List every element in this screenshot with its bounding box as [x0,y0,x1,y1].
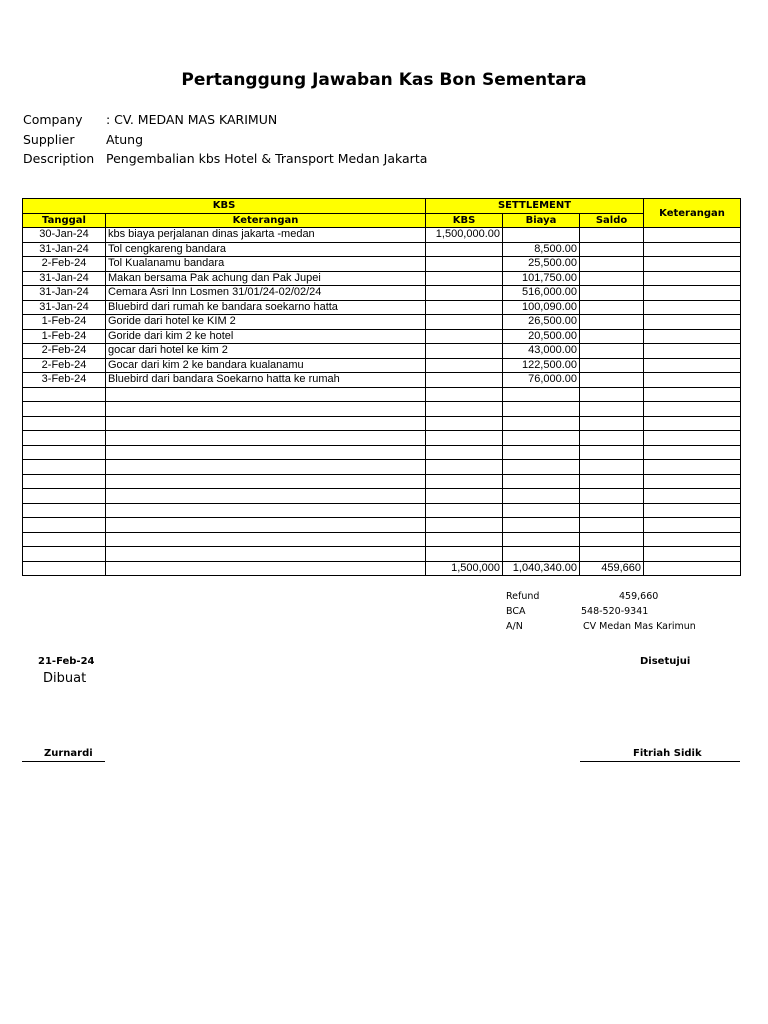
cell-saldo [580,271,644,286]
cell-biaya [503,445,580,460]
cell-kbs [426,257,503,272]
cell-biaya [503,416,580,431]
cell-ket [644,358,741,373]
approver-signature-line [580,761,740,762]
cell-saldo [580,402,644,417]
table-row [23,547,741,562]
table-row [23,300,741,315]
cell-saldo [580,547,644,562]
cell-kbs [426,315,503,330]
cell-biaya: 122,500.00 [503,358,580,373]
cell-saldo [580,489,644,504]
cell-keterangan [106,460,426,475]
table-row [23,242,741,257]
cell-tanggal [23,474,106,489]
cell-kbs [426,286,503,301]
maker-name: Zurnardi [44,748,93,759]
cell-tanggal: 31-Jan-24 [23,286,106,301]
cell-biaya: 100,090.00 [503,300,580,315]
made-by-label: Dibuat [43,671,87,686]
cell-keterangan [106,547,426,562]
cell-keterangan [106,503,426,518]
cell-kbs [426,329,503,344]
col-keterangan-right-header: Keterangan [644,199,741,228]
col-saldo-header: Saldo [580,213,644,228]
cell-ket [644,329,741,344]
refund-label: Refund [506,591,540,602]
kbs-table [22,198,741,576]
cell-saldo [580,358,644,373]
total-empty-cell [106,561,426,576]
document-title: Pertanggung Jawaban Kas Bon Sementara [181,70,587,90]
cell-saldo [580,344,644,359]
cell-keterangan [106,532,426,547]
table-row [23,344,741,359]
cell-tanggal [23,547,106,562]
cell-tanggal [23,387,106,402]
cell-tanggal [23,431,106,446]
cell-keterangan: Cemara Asri Inn Losmen 31/01/24-02/02/24 [106,286,426,301]
cell-kbs [426,431,503,446]
table-row [23,329,741,344]
table-body [23,228,741,562]
cell-kbs [426,503,503,518]
table-row [23,518,741,533]
cell-tanggal [23,445,106,460]
cell-keterangan [106,489,426,504]
cell-ket [644,489,741,504]
cell-tanggal [23,532,106,547]
table-row [23,503,741,518]
cell-tanggal: 1-Feb-24 [23,315,106,330]
cell-ket [644,460,741,475]
table-row [23,228,741,243]
cell-ket [644,474,741,489]
cell-ket [644,257,741,272]
cell-tanggal: 2-Feb-24 [23,257,106,272]
cell-ket [644,431,741,446]
total-row [23,561,741,576]
cell-ket [644,387,741,402]
cell-biaya [503,547,580,562]
cell-ket [644,402,741,417]
cell-saldo [580,431,644,446]
cell-kbs [426,474,503,489]
supplier-label: Supplier [23,131,75,147]
cell-tanggal [23,503,106,518]
cell-kbs [426,271,503,286]
cell-kbs: 1,500,000.00 [426,228,503,243]
refund-value: 459,660 [619,591,659,602]
cell-keterangan [106,445,426,460]
cell-biaya: 8,500.00 [503,242,580,257]
cell-keterangan [106,416,426,431]
description-value: Pengembalian kbs Hotel & Transport Medan Jakarta [106,151,428,166]
table-row [23,460,741,475]
cell-biaya [503,532,580,547]
bank-label: BCA [506,606,526,617]
bank-account: 548-520-9341 [581,606,649,617]
cell-keterangan: Tol cengkareng bandara [106,242,426,257]
cell-biaya [503,460,580,475]
group-kbs-header: KBS [23,199,426,214]
table-row [23,416,741,431]
table-row [23,489,741,504]
account-name-value: CV Medan Mas Karimun [583,621,696,632]
cell-keterangan: gocar dari hotel ke kim 2 [106,344,426,359]
total-empty-cell [23,561,106,576]
cell-tanggal: 1-Feb-24 [23,329,106,344]
cell-ket [644,503,741,518]
cell-keterangan: kbs biaya perjalanan dinas jakarta -medan [106,228,426,243]
table-row [23,358,741,373]
cell-kbs [426,373,503,388]
cell-tanggal [23,489,106,504]
cell-tanggal: 31-Jan-24 [23,242,106,257]
cell-saldo [580,373,644,388]
cell-biaya [503,402,580,417]
cell-biaya: 101,750.00 [503,271,580,286]
cell-tanggal [23,518,106,533]
cell-saldo [580,416,644,431]
col-biaya-header: Biaya [503,213,580,228]
cell-biaya: 25,500.00 [503,257,580,272]
table-row [23,315,741,330]
table-row [23,257,741,272]
total-biaya: 1,040,340.00 [503,561,580,576]
cell-ket [644,445,741,460]
cell-kbs [426,344,503,359]
total-saldo: 459,660 [580,561,644,576]
cell-kbs [426,489,503,504]
cell-ket [644,416,741,431]
cell-ket [644,286,741,301]
cell-saldo [580,228,644,243]
cell-biaya [503,387,580,402]
col-keterangan-header: Keterangan [106,213,426,228]
cell-saldo [580,242,644,257]
cell-saldo [580,329,644,344]
approver-name: Fitriah Sidik [633,748,702,759]
cell-biaya: 20,500.00 [503,329,580,344]
cell-ket [644,518,741,533]
table-row [23,402,741,417]
cell-saldo [580,445,644,460]
cell-tanggal [23,460,106,475]
cell-biaya: 516,000.00 [503,286,580,301]
group-header-row [23,199,741,214]
cell-saldo [580,257,644,272]
col-tanggal-header: Tanggal [23,213,106,228]
description-label: Description [23,151,95,166]
table-row [23,445,741,460]
table-row [23,532,741,547]
cell-biaya: 43,000.00 [503,344,580,359]
maker-signature-line [22,761,105,762]
total-kbs: 1,500,000 [426,561,503,576]
table-row [23,387,741,402]
cell-keterangan [106,518,426,533]
cell-kbs [426,358,503,373]
cell-biaya [503,503,580,518]
cell-biaya [503,431,580,446]
approved-by-label: Disetujui [640,656,691,667]
table-row [23,271,741,286]
cell-biaya: 26,500.00 [503,315,580,330]
cell-saldo [580,474,644,489]
cell-kbs [426,402,503,417]
cell-keterangan [106,474,426,489]
cell-keterangan: Makan bersama Pak achung dan Pak Jupei [106,271,426,286]
cell-kbs [426,300,503,315]
cell-tanggal: 3-Feb-24 [23,373,106,388]
cell-ket [644,532,741,547]
cell-keterangan: Bluebird dari bandara Soekarno hatta ke rumah [106,373,426,388]
cell-kbs [426,518,503,533]
cell-saldo [580,315,644,330]
column-header-row [23,213,741,228]
table-row [23,286,741,301]
supplier-value: Atung [106,131,144,147]
cell-tanggal: 31-Jan-24 [23,300,106,315]
cell-saldo [580,286,644,301]
cell-keterangan: Gocar dari kim 2 ke bandara kualanamu [106,358,426,373]
cell-saldo [580,460,644,475]
sign-date: 21-Feb-24 [38,656,95,667]
cell-kbs [426,445,503,460]
col-kbs-header: KBS [426,213,503,228]
cell-kbs [426,547,503,562]
cell-keterangan: Goride dari kim 2 ke hotel [106,329,426,344]
cell-saldo [580,518,644,533]
table-row [23,431,741,446]
cell-keterangan [106,387,426,402]
cell-saldo [580,387,644,402]
cell-biaya [503,518,580,533]
table-row [23,373,741,388]
cell-keterangan: Bluebird dari rumah ke bandara soekarno hatta [106,300,426,315]
cell-saldo [580,503,644,518]
company-label: Company [23,112,83,127]
cell-keterangan [106,431,426,446]
account-name-label: A/N [506,621,523,632]
cell-ket [644,344,741,359]
cell-biaya: 76,000.00 [503,373,580,388]
company-value: : CV. MEDAN MAS KARIMUN [106,112,278,127]
cell-keterangan: Goride dari hotel ke KIM 2 [106,315,426,330]
cell-ket [644,547,741,562]
cell-saldo [580,300,644,315]
cell-ket [644,228,741,243]
cell-kbs [426,387,503,402]
cell-tanggal [23,416,106,431]
cell-ket [644,300,741,315]
cell-kbs [426,416,503,431]
cell-biaya [503,474,580,489]
cell-kbs [426,532,503,547]
cell-kbs [426,460,503,475]
cell-ket [644,315,741,330]
cell-tanggal [23,402,106,417]
cell-ket [644,271,741,286]
cell-tanggal: 2-Feb-24 [23,344,106,359]
cell-ket [644,373,741,388]
cell-kbs [426,242,503,257]
cell-tanggal: 31-Jan-24 [23,271,106,286]
cell-saldo [580,532,644,547]
cell-tanggal: 2-Feb-24 [23,358,106,373]
cell-keterangan: Tol Kualanamu bandara [106,257,426,272]
total-empty-cell [644,561,741,576]
cell-biaya [503,228,580,243]
cell-biaya [503,489,580,504]
cell-ket [644,242,741,257]
cell-tanggal: 30-Jan-24 [23,228,106,243]
table-row [23,474,741,489]
group-settlement-header: SETTLEMENT [426,199,644,214]
cell-keterangan [106,402,426,417]
